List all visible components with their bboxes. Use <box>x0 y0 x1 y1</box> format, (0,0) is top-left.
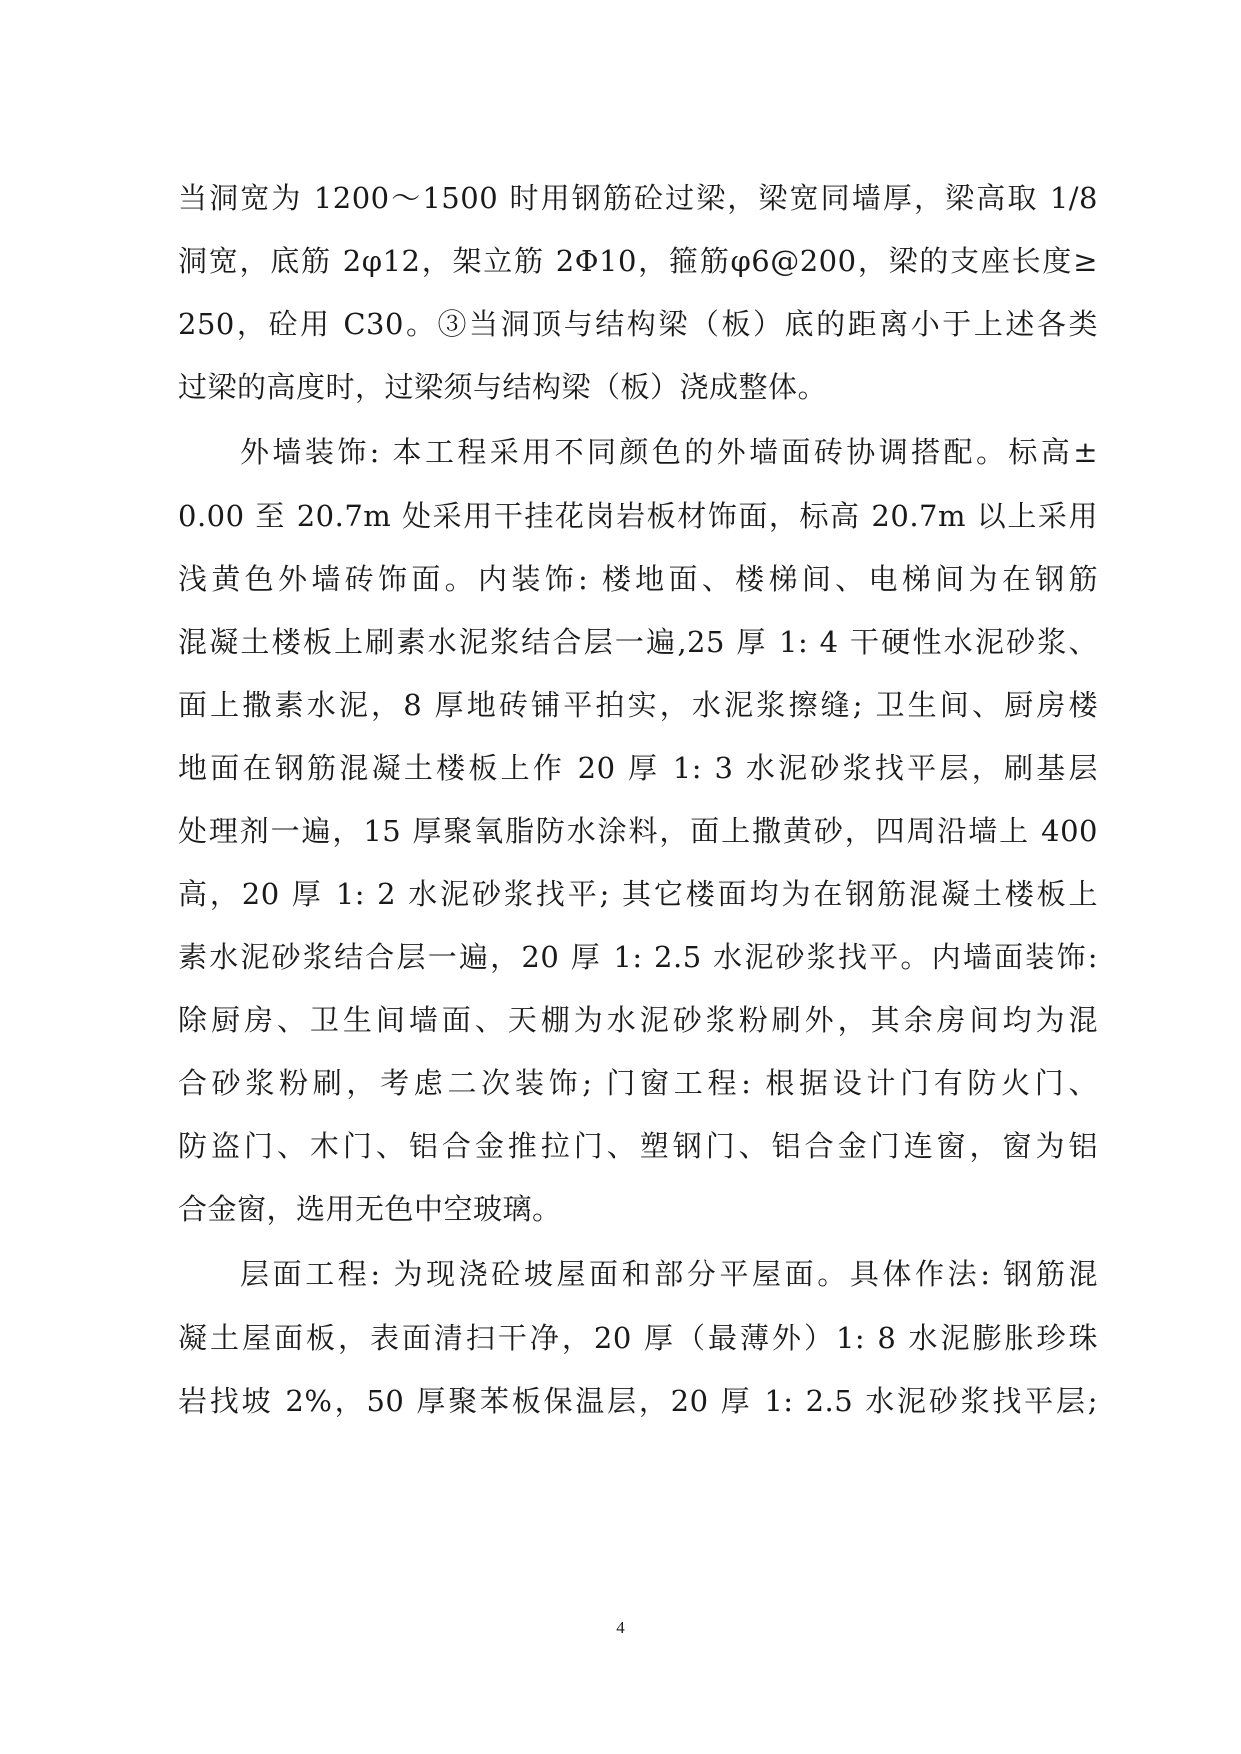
paragraph-3-line-3: 岩找坡 2%，50 厚聚苯板保温层，20 厚 1: 2.5 水泥砂浆找平层; <box>178 1384 1098 1418</box>
paragraph-2-line-5: 面上撒素水泥，8 厚地砖铺平拍实，水泥浆擦缝; 卫生间、厨房楼 <box>178 688 1098 722</box>
paragraph-1-line-4: 过梁的高度时，过梁须与结构梁（板）浇成整体。 <box>178 370 828 404</box>
paragraph-2-line-4: 混凝土楼板上刷素水泥浆结合层一遍,25 厚 1: 4 干硬性水泥砂浆、 <box>178 625 1098 659</box>
paragraph-2-line-12: 防盗门、木门、铝合金推拉门、塑钢门、铝合金门连窗，窗为铝 <box>178 1129 1098 1163</box>
page-number: 4 <box>616 1618 625 1637</box>
paragraph-1-line-3: 250，砼用 C30。③当洞顶与结构梁（板）底的距离小于上述各类 <box>178 307 1098 341</box>
paragraph-2-line-9: 素水泥砂浆结合层一遍，20 厚 1: 2.5 水泥砂浆找平。内墙面装饰: <box>178 940 1098 974</box>
paragraph-2-line-6: 地面在钢筋混凝土楼板上作 20 厚 1: 3 水泥砂浆找平层，刷基层 <box>178 751 1098 785</box>
paragraph-2-line-7: 处理剂一遍，15 厚聚氧脂防水涂料，面上撒黄砂，四周沿墙上 400 <box>178 814 1098 848</box>
paragraph-2-line-8: 高，20 厚 1: 2 水泥砂浆找平; 其它楼面均为在钢筋混凝土楼板上 <box>178 877 1098 911</box>
paragraph-1-line-2: 洞宽，底筋 2φ12，架立筋 2Φ10，箍筋φ6@200，梁的支座长度≥ <box>178 244 1098 278</box>
paragraph-2-line-11: 合砂浆粉刷，考虑二次装饰; 门窗工程: 根据设计门有防火门、 <box>178 1066 1098 1100</box>
paragraph-3-line-2: 凝土屋面板，表面清扫干净，20 厚（最薄外）1: 8 水泥膨胀珍珠 <box>178 1321 1098 1355</box>
paragraph-3-line-1: 层面工程: 为现浇砼坡屋面和部分平屋面。具体作法: 钢筋混 <box>240 1257 1098 1291</box>
paragraph-2-line-3: 浅黄色外墙砖饰面。内装饰: 楼地面、楼梯间、电梯间为在钢筋 <box>178 562 1098 596</box>
paragraph-2-line-1: 外墙装饰: 本工程采用不同颜色的外墙面砖协调搭配。标高± <box>240 435 1098 469</box>
paragraph-1-line-1: 当洞宽为 1200～1500 时用钢筋砼过梁，梁宽同墙厚，梁高取 1/8 <box>178 181 1098 215</box>
paragraph-2-line-10: 除厨房、卫生间墙面、天棚为水泥砂浆粉刷外，其余房间均为混 <box>178 1003 1098 1037</box>
paragraph-2-line-2: 0.00 至 20.7m 处采用干挂花岗岩板材饰面，标高 20.7m 以上采用 <box>178 499 1098 533</box>
paragraph-2-line-13: 合金窗，选用无色中空玻璃。 <box>178 1192 562 1226</box>
